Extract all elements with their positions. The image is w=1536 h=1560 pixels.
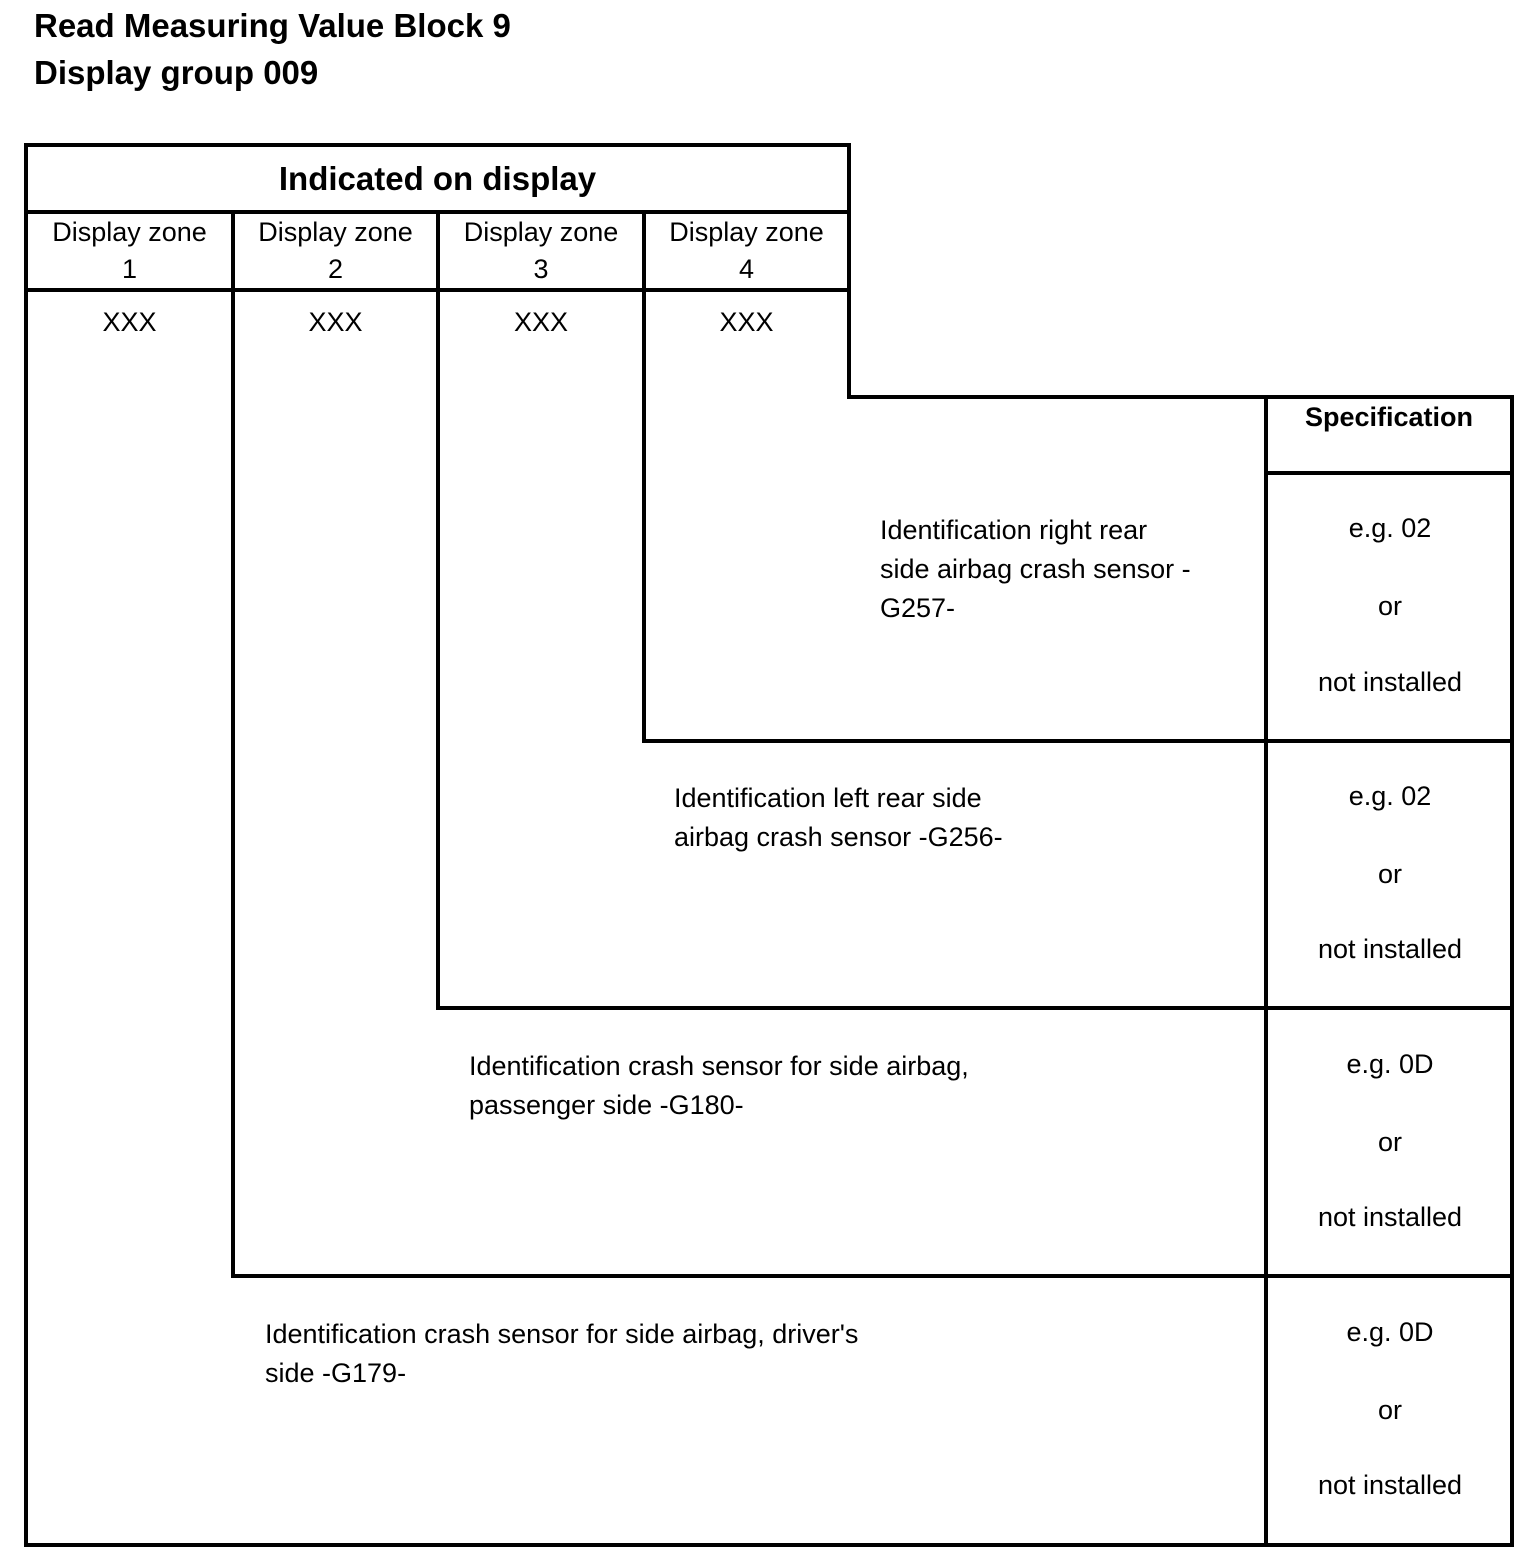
specification-header: Specification <box>1304 401 1474 432</box>
row-description-g180 <box>469 1047 969 1125</box>
zone-value-4: XXX <box>719 307 774 337</box>
zone-header-1 <box>28 214 231 288</box>
spec-value: e.g. 0D <box>1346 1317 1434 1347</box>
description-line: side -G179- <box>265 1358 407 1388</box>
header-right-border <box>847 143 851 399</box>
zone-header-number: 3 <box>533 254 549 284</box>
zone-header-label: Display zone <box>258 217 413 247</box>
description-line: Identification right rear <box>880 515 1148 545</box>
row-divider-2 <box>436 1006 1514 1010</box>
description-line: G257- <box>880 593 956 623</box>
page-subtitle: Display group 009 <box>34 54 319 91</box>
spec-header-divider <box>1264 471 1514 475</box>
zone-header-number: 4 <box>738 254 755 284</box>
zone-divider-1 <box>231 210 235 1278</box>
row-divider-3 <box>231 1274 1514 1278</box>
zone-value-3: XXX <box>513 307 569 337</box>
zone-header-4 <box>646 214 847 288</box>
page-title: Read Measuring Value Block 9 <box>34 7 511 44</box>
row-divider-1 <box>642 739 1514 743</box>
description-line: passenger side -G180- <box>469 1090 744 1120</box>
zone-value-2: XXX <box>308 307 363 337</box>
zone-header-3 <box>440 214 642 288</box>
spec-right-border <box>1510 395 1514 1547</box>
zone-header-label: Display zone <box>463 217 619 247</box>
description-line: airbag crash sensor -G256- <box>674 822 1003 852</box>
table-bottom-border <box>24 1543 1514 1547</box>
zone-header-label: Display zone <box>52 217 207 247</box>
spec-or: or <box>1377 1395 1402 1425</box>
row-description-g256 <box>674 779 1003 857</box>
description-line: Identification crash sensor for side airbag, <box>469 1051 969 1081</box>
spec-alt: not installed <box>1317 1202 1463 1232</box>
description-line: Identification left rear side <box>674 783 982 813</box>
spec-value: e.g. 0D <box>1346 1049 1434 1079</box>
zone-header-number: 2 <box>327 254 344 284</box>
table-left-border <box>24 143 28 1547</box>
spec-alt: not installed <box>1317 934 1463 964</box>
zone-value-1: XXX <box>102 307 157 337</box>
description-line: side airbag crash sensor - <box>880 554 1191 584</box>
spec-alt: not installed <box>1317 667 1463 697</box>
spec-value: e.g. 02 <box>1348 781 1432 811</box>
spec-value: e.g. 02 <box>1348 513 1432 543</box>
indicated-on-display-header: Indicated on display <box>278 159 597 197</box>
zone-divider-3 <box>642 210 646 743</box>
spec-or: or <box>1377 859 1402 889</box>
spec-or: or <box>1377 1127 1402 1157</box>
description-line: Identification crash sensor for side airbag, driver's <box>265 1319 859 1349</box>
zone-header-number: 1 <box>121 254 138 284</box>
zone-header-label: Display zone <box>669 217 824 247</box>
zone-header-2 <box>235 214 436 288</box>
row-description-g179 <box>265 1315 858 1393</box>
spec-or: or <box>1377 591 1402 621</box>
spec-alt: not installed <box>1317 1470 1463 1500</box>
spec-left-border <box>1264 395 1268 1547</box>
row-description-g257 <box>880 511 1191 628</box>
